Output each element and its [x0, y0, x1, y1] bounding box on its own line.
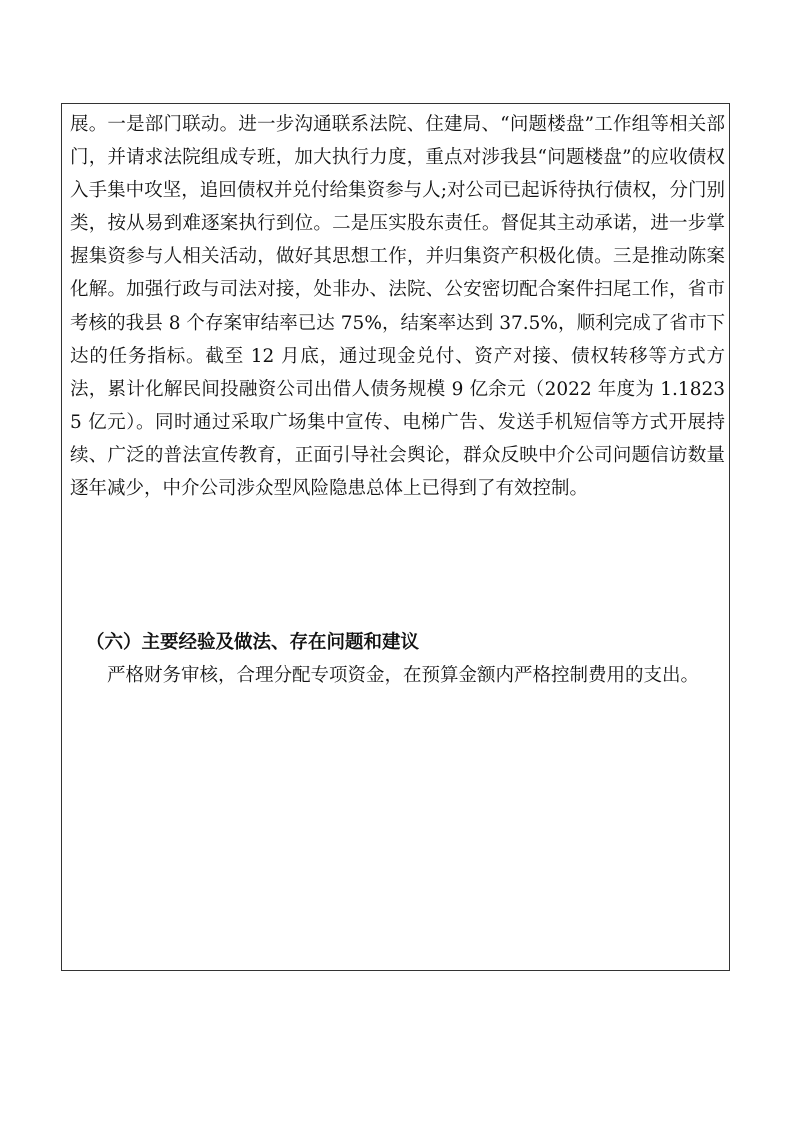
body-paragraph-summary: 严格财务审核，合理分配专项资金，在预算金额内严格控制费用的支出。	[107, 665, 700, 686]
body-paragraph: 展。一是部门联动。进一步沟通联系法院、住建局、“问题楼盘”工作组等相关部门，并请求法院组成专班，加大执行力度，重点对涉我县“问题楼盘”的应收债权入手集中攻坚，追回债权并兑付给集资参与人;对公司已起诉待执行债权，分门别类，按从易到难逐案执行到位。二是压实股东责任。督促其主动承诺，进一步掌握集资参与人相关活动，做好其思想工作，并归集资产积极化债。三是推动陈案化解。加强行政与司法对接，处非办、法院、公安密切配合案件扫尾工作，省市考核的我县 8 个存案审结率已达 75%，结案率达到 37.5%，顺利完成了省市下达的任务指标。截至 12 月底，通过现金兑付、资产对接、债权转移等方式方法，累计化解民间投融资公司出借人债务规模 9 亿余元（2022 年度为 1.18235 亿元）。同时通过采取广场集中宣传、电梯广告、发送手机短信等方式开展持续、广泛的普法宣传教育，正面引导社会舆论，群众反映中介公司问题信访数量逐年减少，中介公司涉众型风险隐患总体上已得到了有效控制。	[70, 114, 725, 500]
section-heading: （六）主要经验及做法、存在问题和建议	[86, 632, 420, 653]
